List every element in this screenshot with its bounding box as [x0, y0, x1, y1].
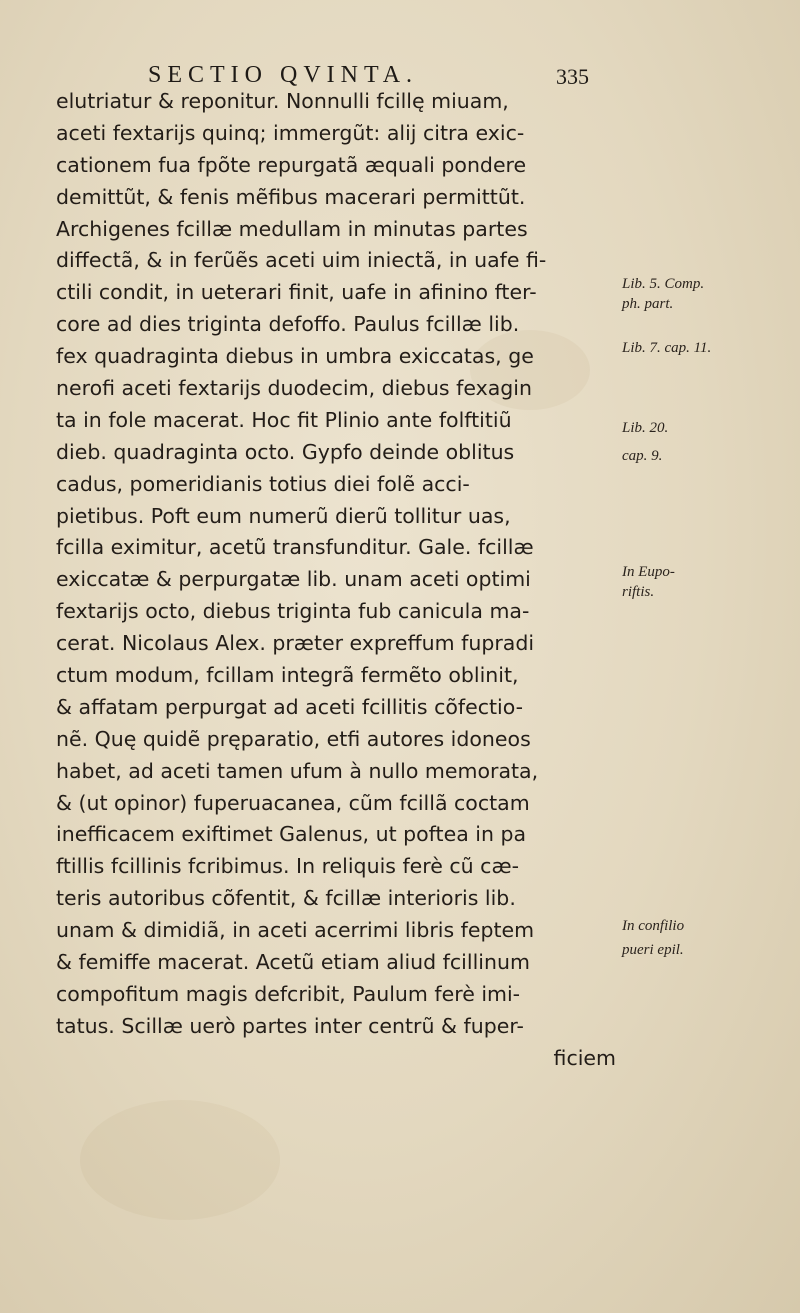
page-number: 335 [556, 64, 589, 89]
text-line: nerofi aceti fextarijs duodecim, diebus fexagin [56, 376, 532, 401]
margin-note: Lib. 7. cap. 11. [622, 340, 712, 356]
text-line: cationem fua fpõte repurgatã æquali pondere [56, 152, 527, 177]
text-line: & affatam perpurgat ad aceti fcillitis cõfectio- [56, 694, 524, 719]
text-line: ctum modum, fcillam integrã fermẽto oblinit, [56, 663, 519, 688]
text-line: fex quadraginta diebus in umbra exiccatas, ge [56, 344, 534, 369]
text-line: ta in fole macerat. Hoc fit Plinio ante folftitiũ [56, 407, 512, 432]
text-line: unam & dimidiã, in aceti acerrimi libris feptem [56, 918, 535, 943]
text-line: compofitum magis defcribit, Paulum ferè imi- [56, 981, 521, 1006]
margin-note: cap. 9. [622, 448, 663, 464]
text-line: exiccatæ & perpurgatæ lib. unam aceti optimi [56, 567, 531, 592]
text-line: & femiffe macerat. Acetũ etiam aliud fcillinum [56, 950, 530, 975]
text-line: nẽ. Quę quidẽ pręparatio, etfi autores idoneos [56, 726, 531, 751]
text-line: dieb. quadraginta octo. Gypfo deinde oblitus [56, 439, 515, 464]
margin-note: riftis. [622, 584, 655, 600]
text-line: tatus. Scillæ uerò partes inter centrũ & fuper- [56, 1013, 524, 1038]
text-line: teris autoribus cõfentit, & fcillæ interioris lib. [56, 886, 516, 911]
text-line: fextarijs octo, diebus triginta fub canicula ma- [56, 599, 530, 624]
text-line: fcilla eximitur, acetũ transfunditur. Gale. fcillæ [56, 535, 534, 560]
text-line: demittũt, & fenis mẽfibus macerari permittũt. [56, 184, 526, 209]
text-line: elutriatur & reponitur. Nonnulli fcillę miuam, [56, 89, 509, 113]
margin-note: pueri epil. [622, 942, 684, 958]
text-line-final: ficiem [553, 1045, 616, 1070]
text-line: habet, ad aceti tamen ufum à nullo memorata, [56, 758, 539, 783]
margin-note: In Eupo- [622, 564, 675, 580]
text-line: cerat. Nicolaus Alex. præter expreffum fupradi [56, 631, 535, 656]
margin-note: Lib. 20. [622, 420, 669, 436]
paper-stain [80, 1100, 280, 1220]
text-line: diffectã, & in ferũẽs aceti uim iniectã, in uafe fi- [56, 248, 547, 273]
text-line: cadus, pomeridianis totius diei folẽ acci- [56, 471, 470, 496]
text-line: & (ut opinor) fuperuacanea, cũm fcillã coctam [56, 790, 530, 815]
main-text-block [56, 86, 616, 1075]
margin-note: ph. part. [622, 296, 674, 312]
margin-note: In confilio [622, 918, 685, 934]
margin-note: Lib. 5. Comp. [622, 276, 705, 292]
text-line: aceti fextarijs quinq; immergũt: alij citra exic- [56, 120, 525, 145]
text-line: ctili condit, in ueterari finit, uafe in afinino fter- [56, 280, 537, 305]
section-title: SECTIO QVINTA. [148, 62, 419, 88]
text-line: Archigenes fcillæ medullam in minutas partes [56, 216, 528, 241]
text-line: ftillis fcillinis fcribimus. In reliquis ferè cũ cæ- [56, 854, 519, 879]
text-line: pietibus. Poft eum numerũ dierũ tollitur uas, [56, 503, 511, 528]
text-line: inefficacem exiftimet Galenus, ut poftea in pa [56, 822, 527, 847]
text-line: core ad dies triginta defoffo. Paulus fcillæ lib. [56, 312, 520, 337]
